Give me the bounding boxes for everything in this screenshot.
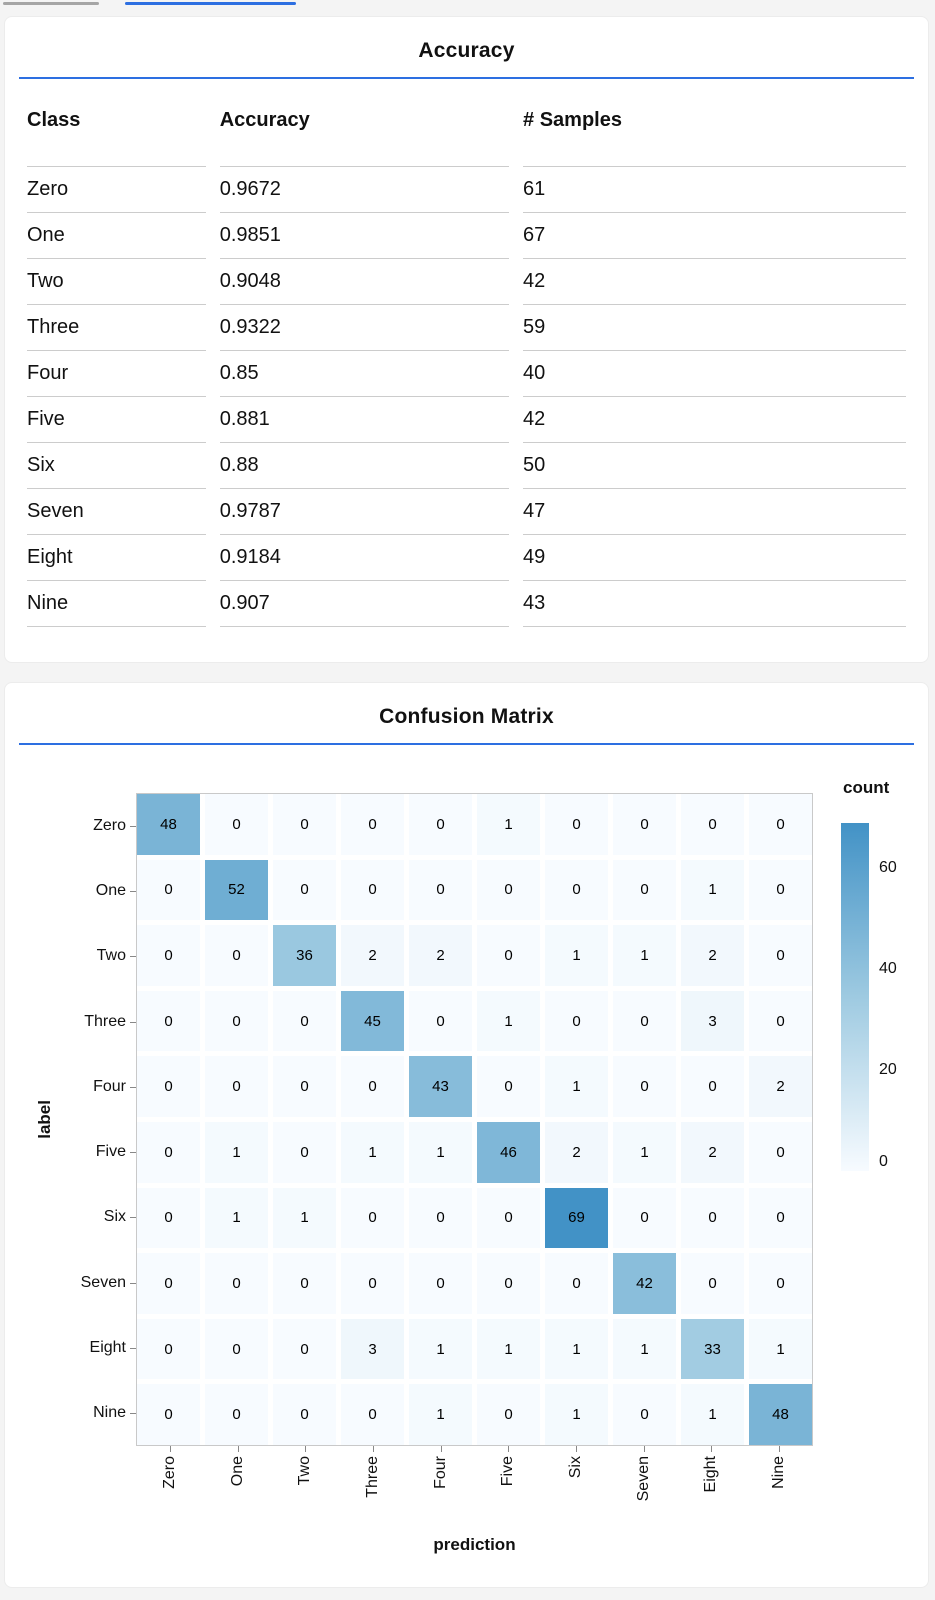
heatmap-plot-area	[136, 793, 813, 1446]
samples-cell: 42	[523, 397, 906, 443]
heatmap-cell: 0	[477, 1384, 540, 1445]
heatmap-cell: 0	[137, 1122, 200, 1183]
heatmap-cell: 0	[749, 991, 812, 1052]
heatmap-cell: 0	[205, 1319, 268, 1380]
heatmap-cell: 1	[545, 925, 608, 986]
x-tick-mark	[238, 1446, 239, 1452]
samples-cell: 47	[523, 489, 906, 535]
x-tick-mark	[170, 1446, 171, 1452]
heatmap-cell: 0	[409, 1188, 472, 1249]
heatmap-cell: 0	[545, 860, 608, 921]
accuracy-cell: 0.881	[220, 397, 509, 443]
y-axis-label: Five	[95, 1143, 126, 1161]
heatmap-cell: 0	[273, 1319, 336, 1380]
samples-cell: 50	[523, 443, 906, 489]
x-tick-mark	[373, 1446, 374, 1452]
accuracy-cell: 0.907	[220, 581, 509, 627]
heatmap-cell: 0	[477, 860, 540, 921]
accuracy-cell: 0.9851	[220, 213, 509, 259]
heatmap-cell: 2	[341, 925, 404, 986]
x-tick-mark	[508, 1446, 509, 1452]
x-axis-title: prediction	[433, 1535, 516, 1554]
x-tick-mark	[305, 1446, 306, 1452]
y-tick-mark	[130, 1217, 136, 1218]
y-axis-label: Three	[84, 1012, 126, 1030]
heatmap-cell: 0	[749, 860, 812, 921]
y-axis-label: Seven	[80, 1273, 126, 1291]
heatmap-cell: 0	[137, 1384, 200, 1445]
heatmap-cell: 1	[477, 1319, 540, 1380]
heatmap-cell: 2	[749, 1056, 812, 1117]
heatmap-cell: 0	[749, 925, 812, 986]
heatmap-cell: 0	[613, 1384, 676, 1445]
heatmap-cell: 42	[613, 1253, 676, 1314]
x-axis-label: Nine	[770, 1456, 788, 1489]
heatmap-cell: 0	[409, 794, 472, 855]
heatmap-cell: 0	[681, 1056, 744, 1117]
table-row	[27, 351, 906, 397]
heatmap-cell: 52	[205, 860, 268, 921]
heatmap-cell: 0	[137, 991, 200, 1052]
class-cell: Two	[27, 259, 206, 305]
heatmap-cell: 0	[341, 1253, 404, 1314]
samples-cell: 67	[523, 213, 906, 259]
heatmap-cell: 0	[341, 794, 404, 855]
accuracy-table-header-row	[27, 79, 906, 167]
heatmap-cell: 0	[341, 1188, 404, 1249]
y-axis-label: Four	[93, 1077, 126, 1095]
class-cell: Nine	[27, 581, 206, 627]
x-tick-mark	[711, 1446, 712, 1452]
heatmap-cell: 0	[205, 925, 268, 986]
table-row	[27, 489, 906, 535]
heatmap-cell: 48	[137, 794, 200, 855]
heatmap-cell: 1	[409, 1122, 472, 1183]
legend-title: count	[843, 778, 890, 797]
heatmap-cell: 2	[409, 925, 472, 986]
confusion-heatmap	[5, 683, 930, 1554]
heatmap-cell: 0	[273, 1384, 336, 1445]
heatmap-cell: 1	[477, 991, 540, 1052]
y-axis-label: Zero	[93, 816, 126, 834]
x-axis-labels	[136, 1456, 813, 1501]
heatmap-cell: 43	[409, 1056, 472, 1117]
heatmap-cell: 0	[205, 1384, 268, 1445]
heatmap-cell: 1	[273, 1188, 336, 1249]
heatmap-cell: 0	[205, 991, 268, 1052]
x-tick-mark	[576, 1446, 577, 1452]
heatmap-cell: 0	[749, 1253, 812, 1314]
heatmap-grid	[137, 794, 812, 1445]
accuracy-cell: 0.85	[220, 351, 509, 397]
table-row	[27, 581, 906, 627]
heatmap-cell: 0	[205, 1253, 268, 1314]
heatmap-cell: 0	[545, 794, 608, 855]
heatmap-cell: 0	[137, 925, 200, 986]
heatmap-cell: 1	[613, 1319, 676, 1380]
y-tick-mark	[130, 891, 136, 892]
heatmap-cell: 0	[749, 1122, 812, 1183]
class-cell: Four	[27, 351, 206, 397]
heatmap-cell: 0	[681, 1253, 744, 1314]
y-axis-label: Six	[103, 1208, 126, 1226]
y-tick-mark	[130, 1413, 136, 1414]
heatmap-cell: 1	[613, 1122, 676, 1183]
accuracy-card	[4, 16, 929, 663]
samples-cell: 49	[523, 535, 906, 581]
y-tick-mark	[130, 1348, 136, 1349]
x-axis-label: Three	[363, 1456, 381, 1498]
heatmap-cell: 0	[613, 991, 676, 1052]
class-cell: Zero	[27, 167, 206, 213]
samples-cell: 59	[523, 305, 906, 351]
y-axis-label: Two	[96, 947, 126, 965]
heatmap-cell: 0	[681, 794, 744, 855]
legend-tick-label: 40	[879, 960, 897, 977]
heatmap-cell: 3	[341, 1319, 404, 1380]
column-header-accuracy: Accuracy	[220, 79, 509, 167]
accuracy-cell: 0.9787	[220, 489, 509, 535]
class-cell: Eight	[27, 535, 206, 581]
heatmap-cell: 1	[205, 1122, 268, 1183]
y-tick-mark	[130, 1022, 136, 1023]
column-header-samples: # Samples	[523, 79, 906, 167]
heatmap-cell: 45	[341, 991, 404, 1052]
table-row	[27, 397, 906, 443]
accuracy-cell: 0.9048	[220, 259, 509, 305]
y-tick-mark	[130, 1283, 136, 1284]
table-row	[27, 167, 906, 213]
x-axis-label: One	[228, 1456, 246, 1487]
heatmap-cell: 36	[273, 925, 336, 986]
heatmap-cell: 0	[681, 1188, 744, 1249]
heatmap-cell: 0	[341, 860, 404, 921]
heatmap-cell: 0	[613, 860, 676, 921]
y-tick-mark	[130, 956, 136, 957]
heatmap-cell: 0	[137, 860, 200, 921]
heatmap-cell: 1	[205, 1188, 268, 1249]
accuracy-table-body	[27, 167, 906, 627]
heatmap-cell: 48	[749, 1384, 812, 1445]
heatmap-cell: 0	[205, 794, 268, 855]
heatmap-cell: 0	[409, 1253, 472, 1314]
heatmap-cell: 33	[681, 1319, 744, 1380]
y-axis-label: One	[95, 881, 126, 899]
heatmap-cell: 3	[681, 991, 744, 1052]
column-header-class: Class	[27, 79, 206, 167]
x-tick-mark	[779, 1446, 780, 1452]
x-tick-mark	[441, 1446, 442, 1452]
samples-cell: 40	[523, 351, 906, 397]
class-cell: Three	[27, 305, 206, 351]
heatmap-cell: 2	[681, 925, 744, 986]
heatmap-cell: 0	[613, 794, 676, 855]
heatmap-cell: 2	[545, 1122, 608, 1183]
heatmap-cell: 1	[545, 1319, 608, 1380]
class-cell: Six	[27, 443, 206, 489]
table-row	[27, 443, 906, 489]
legend-tick-label: 60	[879, 859, 897, 876]
accuracy-table	[13, 79, 920, 627]
heatmap-cell: 0	[273, 794, 336, 855]
accuracy-cell: 0.88	[220, 443, 509, 489]
heatmap-cell: 0	[613, 1056, 676, 1117]
y-axis-label: Eight	[89, 1339, 126, 1357]
accuracy-cell: 0.9322	[220, 305, 509, 351]
samples-cell: 42	[523, 259, 906, 305]
heatmap-cell: 0	[273, 1122, 336, 1183]
heatmap-cell: 0	[137, 1188, 200, 1249]
top-tab-indicator-gray	[3, 2, 99, 5]
x-tick-mark	[644, 1446, 645, 1452]
y-tick-mark	[130, 1087, 136, 1088]
heatmap-cell: 0	[273, 1056, 336, 1117]
y-axis-label: Nine	[93, 1404, 126, 1422]
top-tab-indicator-blue	[125, 2, 296, 5]
accuracy-cell: 0.9184	[220, 535, 509, 581]
heatmap-cell: 0	[273, 860, 336, 921]
heatmap-cell: 0	[273, 991, 336, 1052]
heatmap-cell: 0	[545, 991, 608, 1052]
x-axis-label: Seven	[634, 1456, 652, 1502]
heatmap-cell: 0	[341, 1056, 404, 1117]
y-axis-title: label	[35, 1100, 54, 1139]
x-axis-label: Eight	[702, 1456, 720, 1493]
table-row	[27, 305, 906, 351]
heatmap-cell: 1	[681, 1384, 744, 1445]
heatmap-cell: 0	[137, 1253, 200, 1314]
heatmap-cell: 1	[749, 1319, 812, 1380]
heatmap-cell: 46	[477, 1122, 540, 1183]
heatmap-cell: 0	[749, 794, 812, 855]
heatmap-cell: 0	[205, 1056, 268, 1117]
legend-gradient	[841, 823, 869, 1171]
table-row	[27, 213, 906, 259]
table-row	[27, 535, 906, 581]
x-axis-label: Two	[296, 1456, 314, 1486]
legend-tick-label: 20	[879, 1061, 897, 1078]
heatmap-cell: 69	[545, 1188, 608, 1249]
samples-cell: 61	[523, 167, 906, 213]
x-axis-label: Six	[567, 1456, 585, 1479]
heatmap-cell: 0	[613, 1188, 676, 1249]
y-tick-mark	[130, 1152, 136, 1153]
heatmap-cell: 1	[681, 860, 744, 921]
heatmap-cell: 1	[409, 1319, 472, 1380]
table-row	[27, 259, 906, 305]
heatmap-cell: 0	[477, 1188, 540, 1249]
heatmap-cell: 1	[409, 1384, 472, 1445]
heatmap-cell: 0	[341, 1384, 404, 1445]
heatmap-cell: 0	[477, 1253, 540, 1314]
confusion-panel-title: Confusion Matrix	[379, 705, 554, 728]
accuracy-panel-title: Accuracy	[418, 39, 515, 62]
heatmap-cell: 0	[545, 1253, 608, 1314]
heatmap-cell: 0	[273, 1253, 336, 1314]
x-axis-label: Four	[431, 1456, 449, 1489]
heatmap-cell: 0	[477, 1056, 540, 1117]
heatmap-cell: 0	[409, 860, 472, 921]
x-axis-label: Five	[499, 1456, 517, 1487]
y-tick-mark	[130, 826, 136, 827]
heatmap-cell: 1	[545, 1384, 608, 1445]
heatmap-cell: 2	[681, 1122, 744, 1183]
samples-cell: 43	[523, 581, 906, 627]
heatmap-cell: 0	[477, 925, 540, 986]
heatmap-cell: 1	[477, 794, 540, 855]
confusion-matrix-card	[4, 682, 929, 1588]
heatmap-cell: 1	[545, 1056, 608, 1117]
heatmap-cell: 0	[409, 991, 472, 1052]
legend-tick-label: 0	[879, 1153, 888, 1170]
heatmap-cell: 1	[341, 1122, 404, 1183]
class-cell: One	[27, 213, 206, 259]
class-cell: Seven	[27, 489, 206, 535]
class-cell: Five	[27, 397, 206, 443]
y-axis-labels	[5, 793, 126, 1446]
heatmap-cell: 0	[749, 1188, 812, 1249]
accuracy-cell: 0.9672	[220, 167, 509, 213]
heatmap-cell: 0	[137, 1056, 200, 1117]
x-axis-label: Zero	[160, 1456, 178, 1489]
heatmap-cell: 1	[613, 925, 676, 986]
heatmap-cell: 0	[137, 1319, 200, 1380]
